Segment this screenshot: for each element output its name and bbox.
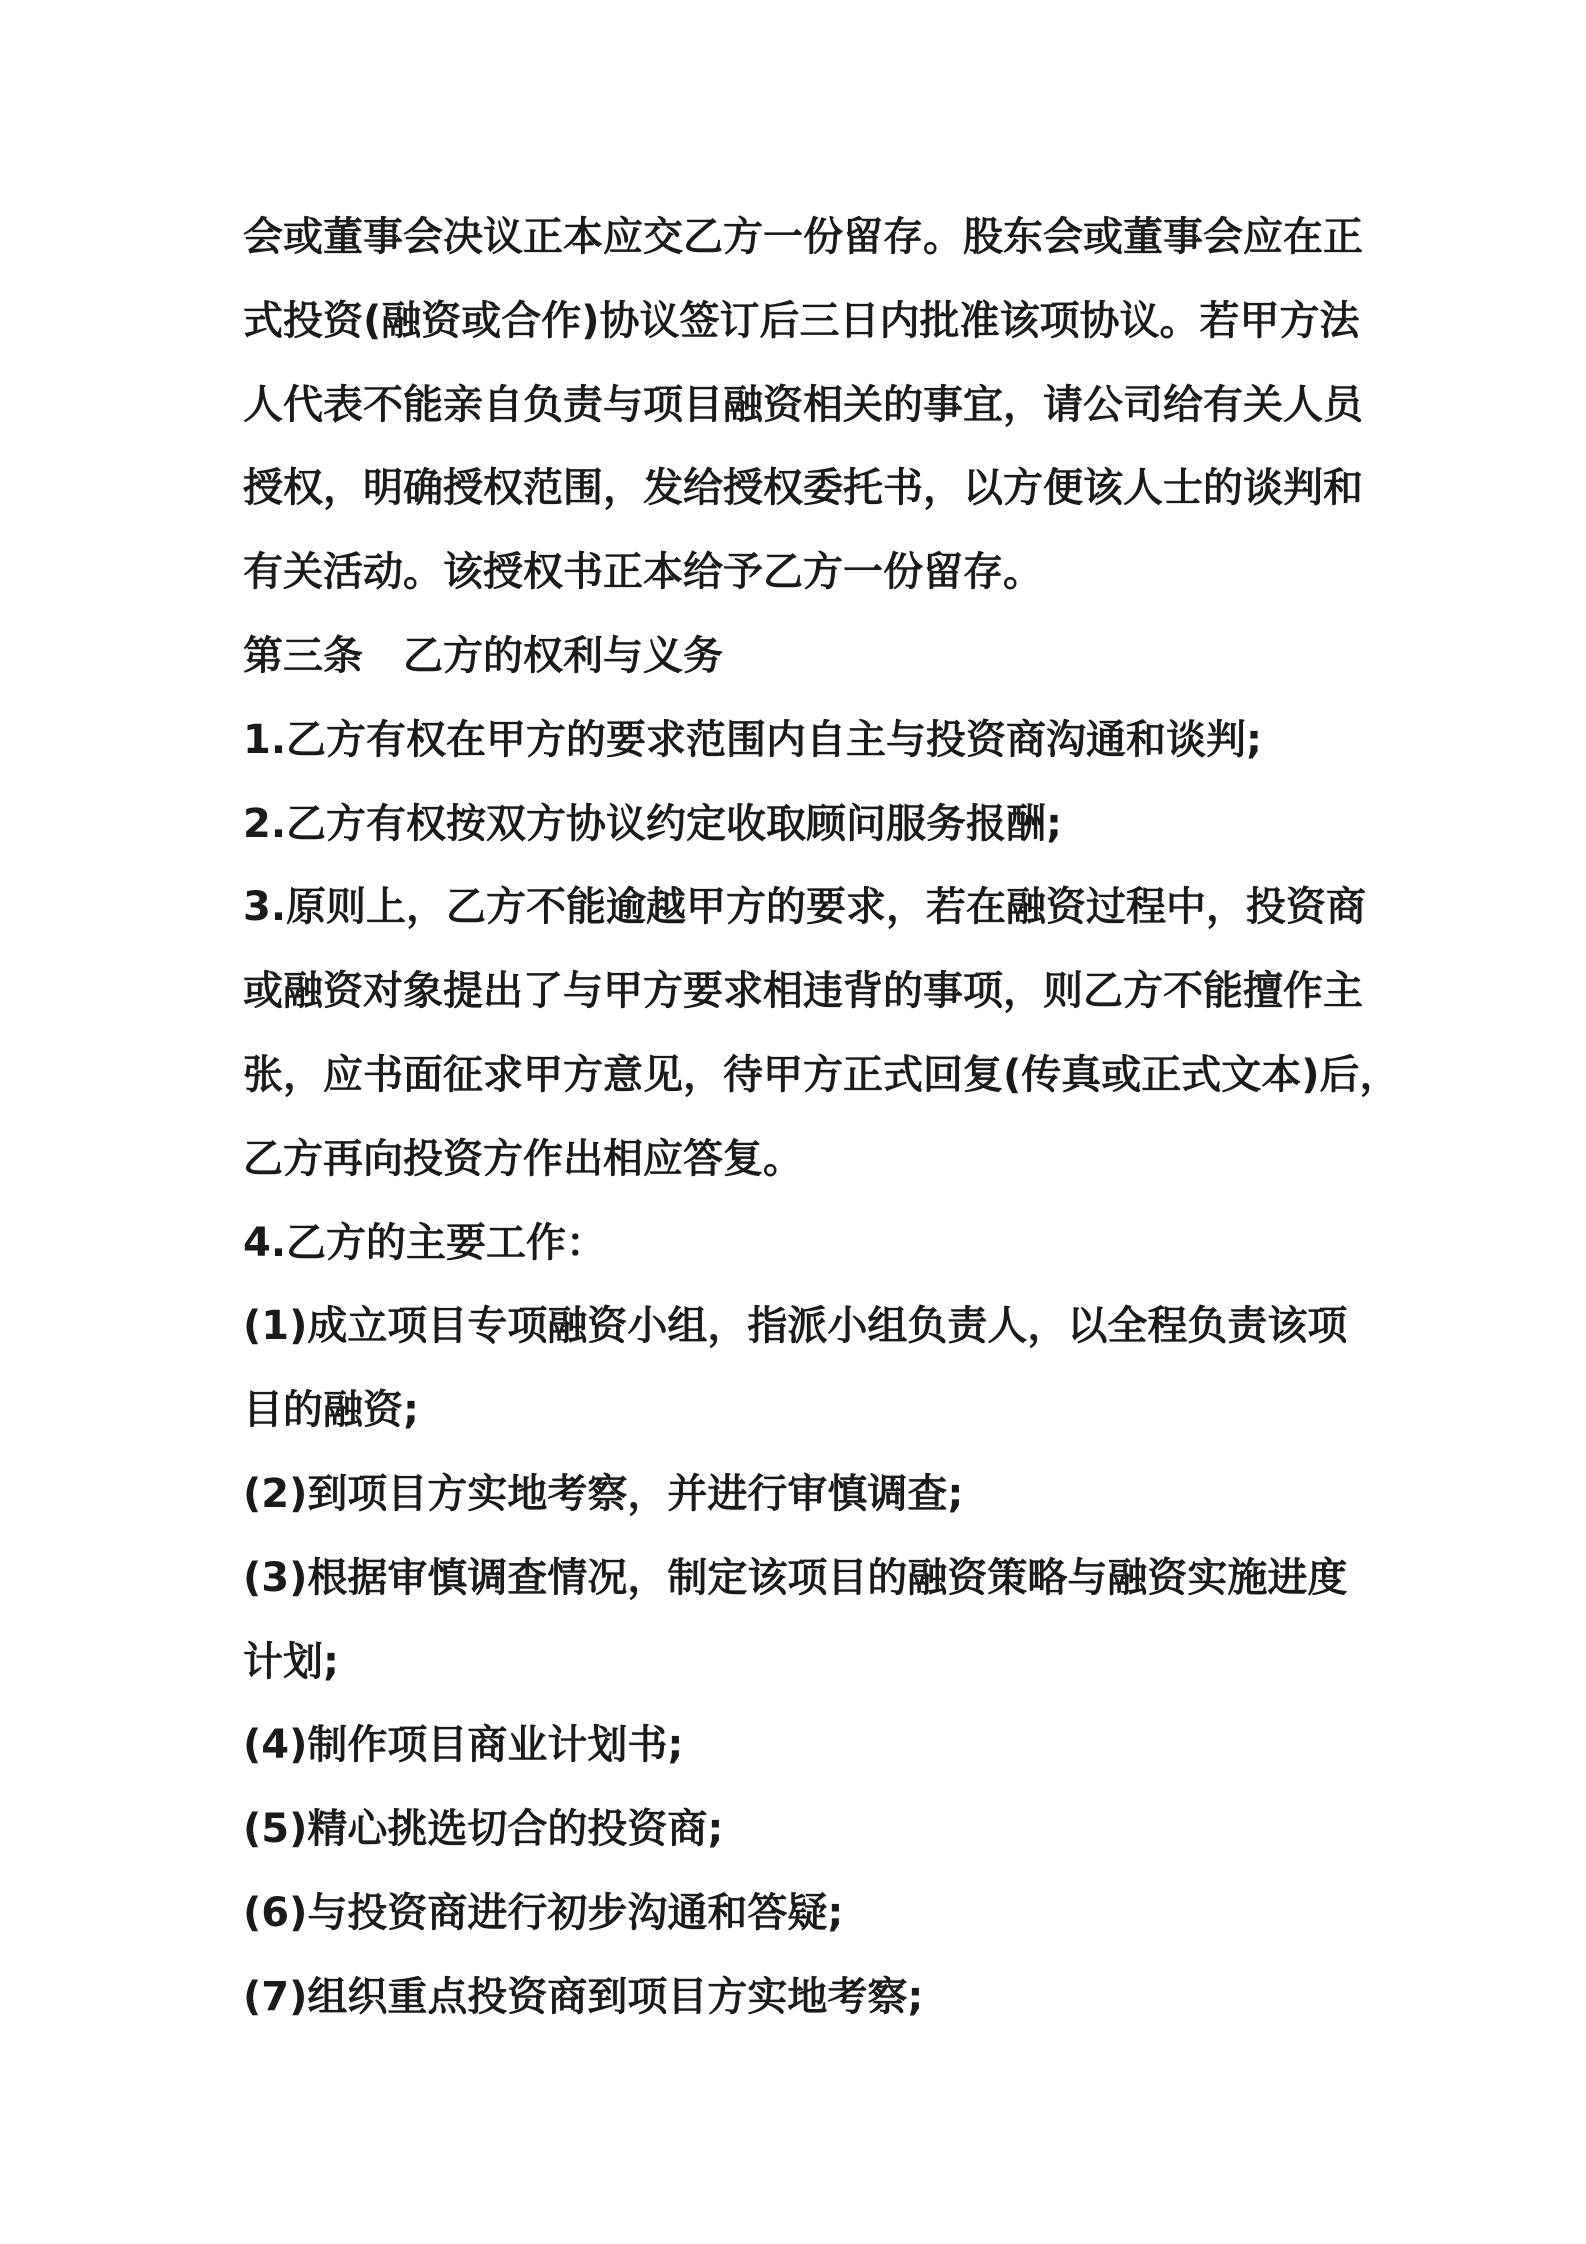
clause-item: 1.乙方有权在甲方的要求范围内自主与投资商沟通和谈判; — [243, 716, 1263, 763]
work-item: (1)成立项目专项融资小组，指派小组负责人，以全程负责该项 — [243, 1303, 1348, 1350]
section-heading: 第三条 乙方的权利与义务 — [243, 632, 723, 679]
work-item: (2)到项目方实地考察，并进行审慎调查; — [243, 1470, 964, 1517]
clause-item: 3.原则上，乙方不能逾越甲方的要求，若在融资过程中，投资商 — [243, 884, 1367, 931]
work-item: (6)与投资商进行初步沟通和答疑; — [243, 1889, 844, 1936]
work-item: (7)组织重点投资商到项目方实地考察; — [243, 1973, 924, 2020]
work-item: 目的融资; — [243, 1387, 419, 1434]
clause-item: 4.乙方的主要工作： — [243, 1219, 607, 1266]
work-item: (3)根据审慎调查情况，制定该项目的融资策略与融资实施进度 — [243, 1554, 1348, 1601]
paragraph-line: 有关活动。该授权书正本给予乙方一份留存。 — [243, 549, 1043, 596]
clause-item: 张，应书面征求甲方意见，待甲方正式回复(传真或正式文本)后， — [243, 1051, 1400, 1098]
paragraph-line: 人代表不能亲自负责与项目融资相关的事宜，请公司给有关人员 — [243, 381, 1363, 428]
paragraph-line: 会或董事会决议正本应交乙方一份留存。股东会或董事会应在正 — [243, 214, 1363, 260]
work-item: (5)精心挑选切合的投资商; — [243, 1806, 724, 1853]
work-item: 计划; — [243, 1638, 339, 1685]
paragraph-line: 式投资(融资或合作)协议签订后三日内批准该项协议。若甲方法 — [243, 297, 1360, 344]
document-body — [243, 196, 1400, 2040]
clause-item: 2.乙方有权按双方协议约定收取顾问服务报酬; — [243, 800, 1063, 847]
clause-item: 或融资对象提出了与甲方要求相违背的事项，则乙方不能擅作主 — [243, 968, 1363, 1015]
paragraph-line: 授权，明确授权范围，发给授权委托书，以方便该人士的谈判和 — [243, 465, 1363, 512]
clause-item: 乙方再向投资方作出相应答复。 — [243, 1135, 803, 1182]
work-item: (4)制作项目商业计划书; — [243, 1722, 684, 1769]
